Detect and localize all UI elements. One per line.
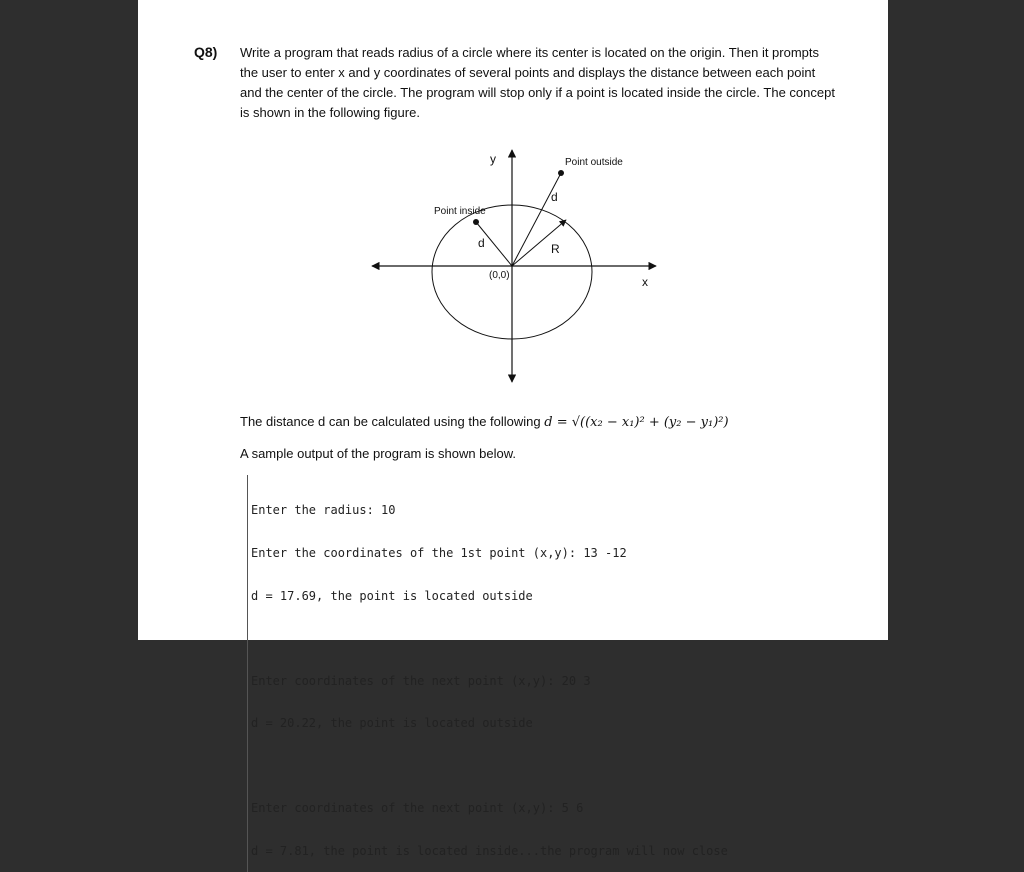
output-line: d = 7.81, the point is located inside...the program will now close [251, 843, 728, 858]
point-outside-label: Point outside [565, 157, 623, 168]
question-text: Write a program that reads radius of a circle where its center is located on the origin. Then it prompts the user to enter x and y coordinates of several points and displays the distance between each point and the center of the circle. The program will stop only if a point is located inside the circle. The concept is shown in the following figure. [240, 45, 835, 120]
d-inside-label: d [478, 236, 485, 250]
formula-intro: The distance d can be calculated using the following [240, 414, 541, 429]
formula-line [240, 414, 729, 430]
question-number: Q8) [194, 44, 218, 60]
output-blank-line [251, 759, 811, 773]
sample-intro: A sample output of the program is shown below. [240, 446, 517, 461]
y-axis-label: y [490, 152, 496, 166]
distance-formula: d = √((x₂ − x₁)² + (y₂ − y₁)²) [544, 415, 729, 430]
d-outside-label: d [551, 190, 558, 204]
x-axis-label: x [642, 275, 648, 289]
output-line: Enter the coordinates of the 1st point (x,y): 13 -12 [251, 546, 627, 561]
sample-output [247, 475, 811, 872]
point-inside-dot [473, 219, 479, 225]
output-line: Enter coordinates of the next point (x,y): 20 3 [251, 673, 591, 688]
output-line: Enter the radius: 10 [251, 503, 396, 518]
output-blank-line [251, 631, 811, 645]
origin-label: (0,0) [489, 270, 510, 281]
point-outside-dot [558, 170, 564, 176]
output-line: d = 17.69, the point is located outside [251, 588, 533, 603]
radius-label: R [551, 242, 560, 256]
output-line: d = 20.22, the point is located outside [251, 716, 533, 731]
output-line: Enter coordinates of the next point (x,y): 5 6 [251, 801, 584, 816]
point-inside-label: Point inside [434, 206, 486, 217]
